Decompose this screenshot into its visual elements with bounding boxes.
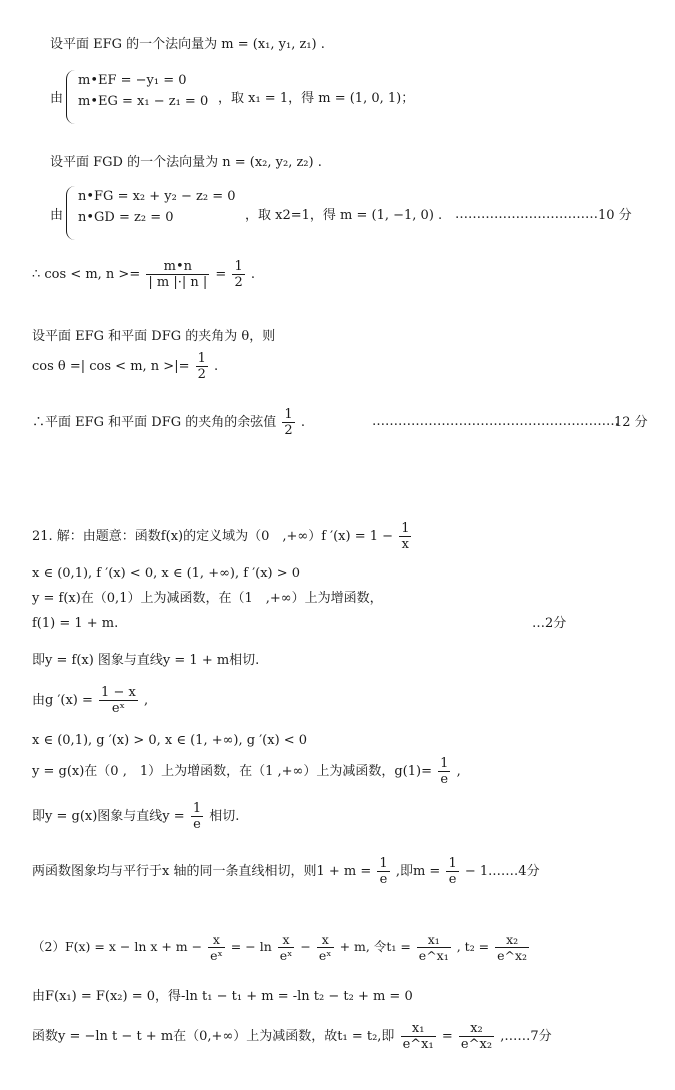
equals-sign: = bbox=[441, 1029, 453, 1044]
score-leader-dots: ………………………………………………… bbox=[372, 414, 619, 429]
derivative-sign-g-line: x ∈ (0,1), g ′(x) > 0, x ∈ (1, +∞), g ′(x) < 0 bbox=[32, 733, 308, 748]
t1-fraction bbox=[417, 932, 451, 963]
g-derivative-line bbox=[32, 684, 148, 718]
conclusion-prefix: ∴平面 EFG 和平面 DFG 的夹角的余弦值 bbox=[32, 415, 277, 430]
g-derivative-fraction bbox=[99, 685, 138, 716]
denominator: | m |·| n | bbox=[148, 275, 208, 290]
denominator: eˣ bbox=[210, 948, 223, 963]
q21-domain-line bbox=[32, 520, 413, 554]
tangent-f-line: 即y = f(x) 图象与直线y = 1 + m相切. bbox=[32, 653, 260, 668]
denominator: e bbox=[440, 772, 449, 787]
numerator: 1 bbox=[448, 856, 457, 871]
numerator: x₁ bbox=[401, 1021, 436, 1037]
tangent-g-prefix: 即y = g(x)图象与直线y = bbox=[32, 809, 185, 824]
t2-fraction bbox=[495, 932, 529, 963]
t2-fraction bbox=[459, 1021, 494, 1052]
numerator: x₂ bbox=[495, 932, 529, 948]
system-row: n•GD = z₂ = 0 bbox=[78, 210, 174, 225]
solution-m-line: ，取 x₁ = 1，得 m = (1, 0, 1)； bbox=[218, 91, 415, 106]
equation-system-efg bbox=[66, 70, 208, 124]
system-row: n•FG = x₂ + y₂ − z₂ = 0 bbox=[78, 189, 236, 204]
solution-n-line: ，取 x2=1，得 m = (1, −1, 0) . bbox=[245, 208, 443, 223]
score-label: 10 分 bbox=[598, 208, 632, 223]
cos-mn-prefix: ∴ cos < m, n >= bbox=[32, 267, 141, 282]
period: . bbox=[300, 415, 305, 430]
F-prefix: （2）F(x) = x − ln x + m − bbox=[32, 939, 203, 954]
derivative-sign-f-line: x ∈ (0,1), f ′(x) < 0, x ∈ (1, +∞), f ′(x) > 0 bbox=[32, 566, 301, 581]
f-one-value-line: f(1) = 1 + m. bbox=[32, 616, 119, 631]
numerator: 1 bbox=[284, 407, 293, 422]
decreasing-conclusion-line bbox=[32, 1020, 552, 1054]
tangent-g-suffix: 相切. bbox=[209, 809, 240, 824]
decreasing-prefix: 函数y = −ln t − t + m在（0,+∞）上为减函数，故t₁ = t₂,即 bbox=[32, 1029, 395, 1044]
normal-vector-efg-line: 设平面 EFG 的一个法向量为 m = (x₁, y₁, z₁) . bbox=[50, 37, 325, 52]
numerator: x₁ bbox=[417, 932, 451, 948]
solve-m-line bbox=[32, 855, 540, 889]
denominator: x bbox=[401, 537, 409, 552]
denominator: 2 bbox=[234, 275, 243, 290]
numerator: 1 bbox=[197, 351, 206, 366]
numerator: x bbox=[278, 932, 295, 948]
solve-m-prefix: 两函数图象均与平行于x 轴的同一条直线相切，则1 + m = bbox=[32, 864, 372, 879]
one-over-e-fraction bbox=[377, 856, 389, 887]
numerator: x₂ bbox=[459, 1021, 494, 1037]
half-fraction bbox=[282, 407, 294, 438]
by-label: 由 bbox=[50, 91, 64, 106]
tangent-g-line bbox=[32, 800, 239, 834]
conclusion-cos-line bbox=[32, 406, 305, 440]
monotonic-g-line bbox=[32, 755, 461, 789]
denominator: e^x₁ bbox=[418, 948, 449, 963]
g-derivative-prefix: 由g ′(x) = bbox=[32, 693, 93, 708]
left-brace bbox=[66, 186, 75, 240]
score-leader-dots: …………………………… bbox=[455, 207, 598, 222]
denominator: eˣ bbox=[279, 948, 293, 963]
denominator: e bbox=[193, 817, 201, 832]
F-mid: , t₂ = bbox=[456, 939, 490, 954]
numerator: 1 − x bbox=[101, 685, 136, 700]
numerator: m•n bbox=[146, 259, 209, 275]
q21-prefix: 21. 解：由题意：函数f(x)的定义域为（0 ,+∞）f ′(x) = 1 − bbox=[32, 529, 394, 544]
numerator: 1 bbox=[401, 521, 410, 536]
denominator: 2 bbox=[284, 423, 293, 438]
one-over-e-fraction bbox=[191, 801, 203, 832]
monotonic-f-line: y = f(x)在（0,1）上为减函数，在（1 ,+∞）上为增函数， bbox=[32, 591, 383, 606]
denominator: 2 bbox=[197, 367, 206, 382]
numerator: x bbox=[317, 932, 334, 948]
system-row: m•EG = x₁ − z₁ = 0 bbox=[78, 94, 209, 109]
by-label: 由 bbox=[50, 208, 64, 223]
one-over-e-fraction bbox=[438, 756, 450, 787]
comma: , bbox=[456, 764, 461, 779]
x-over-ex-fraction bbox=[278, 932, 295, 963]
one-over-x-fraction bbox=[399, 521, 411, 552]
t1-fraction bbox=[401, 1021, 436, 1052]
cos-theta-line bbox=[32, 350, 218, 384]
one-over-e-fraction bbox=[446, 856, 458, 887]
decreasing-end: ,……7分 bbox=[500, 1029, 552, 1044]
period: . bbox=[250, 267, 256, 282]
F-mid: = − ln bbox=[230, 939, 272, 954]
angle-theta-line: 设平面 EFG 和平面 DFG 的夹角为 θ，则 bbox=[32, 329, 276, 344]
numerator: x bbox=[208, 932, 225, 948]
numerator: 1 bbox=[192, 801, 202, 816]
F-mid: − bbox=[300, 939, 311, 954]
part2-F-definition-line bbox=[32, 930, 531, 964]
denominator: e^x₂ bbox=[497, 948, 528, 963]
half-fraction bbox=[196, 351, 208, 382]
normal-vector-fgd-line: 设平面 FGD 的一个法向量为 n = (x₂, y₂, z₂) . bbox=[50, 155, 322, 170]
denominator: e^x₂ bbox=[460, 1037, 493, 1052]
system-row: m•EF = −y₁ = 0 bbox=[78, 73, 187, 88]
solve-m-end: − 1.……4分 bbox=[464, 864, 540, 879]
F-equal-zero-line: 由F(x₁) = F(x₂) = 0，得-ln t₁ − t₁ + m = -ln t₂ − t₂ + m = 0 bbox=[32, 989, 413, 1004]
numerator: 1 bbox=[234, 259, 243, 274]
denominator: eˣ bbox=[111, 701, 126, 716]
numerator: 1 bbox=[440, 756, 449, 771]
numerator: 1 bbox=[379, 856, 388, 871]
denominator: eˣ bbox=[318, 948, 332, 963]
left-brace bbox=[66, 70, 75, 124]
score-label: …2分 bbox=[532, 616, 567, 631]
solve-m-mid: ,即m = bbox=[395, 864, 441, 879]
score-label: 12 分 bbox=[614, 415, 648, 430]
x-over-ex-fraction bbox=[208, 932, 225, 963]
comma: , bbox=[143, 693, 149, 708]
equation-system-fgd bbox=[66, 186, 236, 240]
half-fraction bbox=[232, 259, 244, 290]
cos-mn-line bbox=[32, 258, 255, 292]
equals-sign: = bbox=[215, 267, 227, 282]
dot-product-fraction bbox=[146, 259, 209, 290]
cos-theta-prefix: cos θ =| cos < m, n >|= bbox=[32, 359, 190, 374]
x-over-ex-fraction bbox=[317, 932, 334, 963]
period: . bbox=[214, 359, 219, 374]
denominator: e bbox=[379, 872, 388, 887]
monotonic-g-prefix: y = g(x)在（0 , 1）上为增函数，在（1 ,+∞）上为减函数，g(1)= bbox=[32, 764, 432, 779]
F-mid: + m, 令t₁ = bbox=[339, 939, 411, 954]
denominator: e^x₁ bbox=[402, 1037, 434, 1052]
denominator: e bbox=[448, 872, 457, 887]
